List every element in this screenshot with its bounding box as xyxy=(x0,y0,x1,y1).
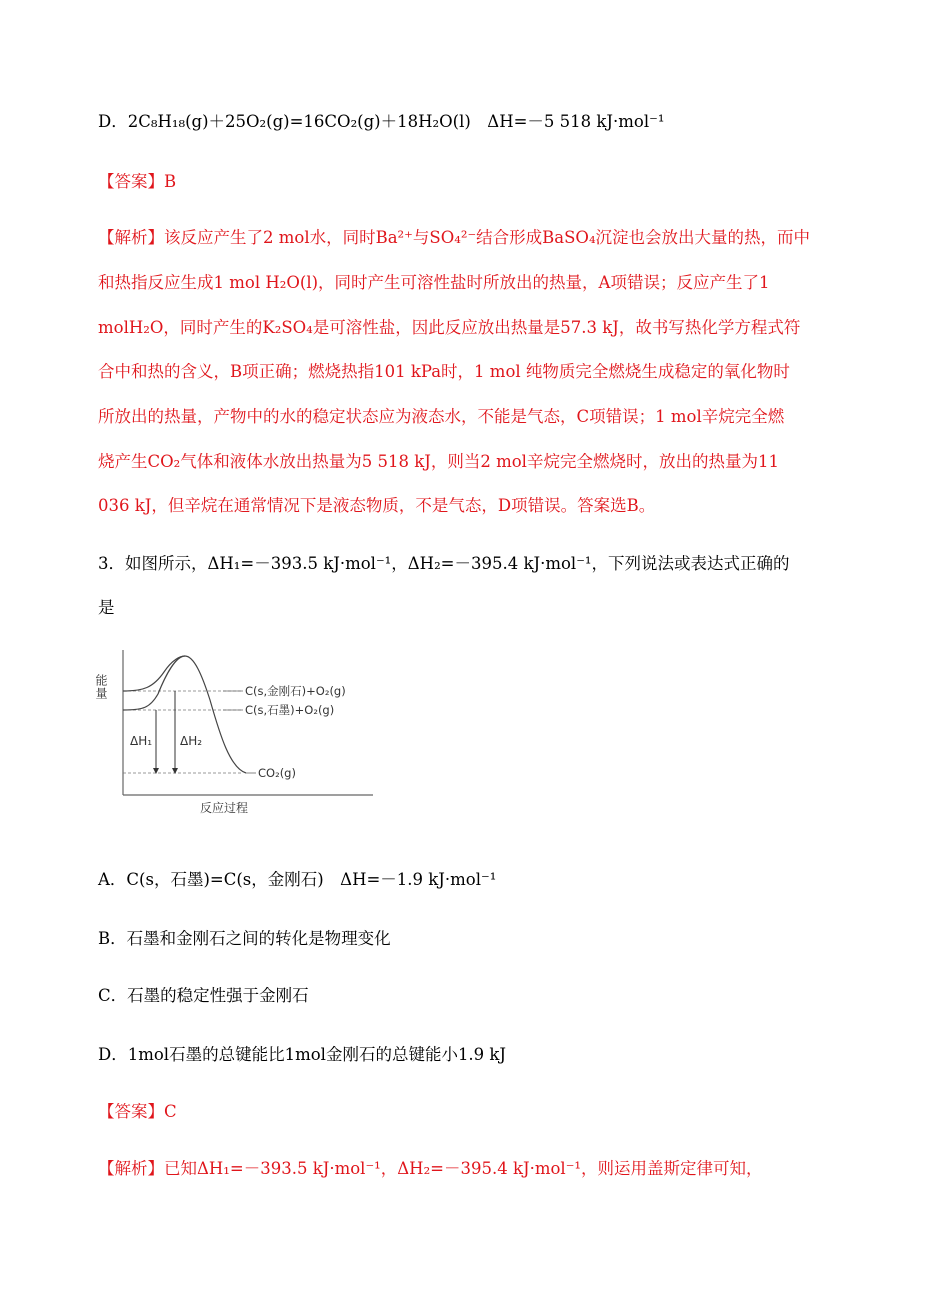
dh1-label: ΔH₁ xyxy=(130,734,153,748)
q2-analysis-line: 【解析】该反应产生了2 mol水，同时Ba²⁺与SO₄²⁻结合形成BaSO₄沉淀也会放出大量的热，而中 xyxy=(98,228,811,247)
q2-analysis-line: molH₂O，同时产生的K₂SO₄是可溶性盐，因此反应放出热量是57.3 kJ，故书写热化学方程式符 xyxy=(98,318,801,337)
q2-analysis-line: 036 kJ，但辛烷在通常情况下是液态物质，不是气态，D项错误。答案选B。 xyxy=(98,496,656,515)
q3-stem-line-2: 是 xyxy=(98,598,115,617)
q2-analysis-line: 和热指反应生成1 mol H₂O(l)，同时产生可溶性盐时所放出的热量，A项错误；反应产生了1 xyxy=(98,273,770,292)
q3-analysis-line-1: 【解析】已知ΔH₁=－393.5 kJ·mol⁻¹，ΔH₂=－395.4 kJ·mol⁻¹，则运用盖斯定律可知， xyxy=(98,1159,763,1178)
q2-answer: 【答案】B xyxy=(98,172,177,191)
q2-analysis-line: 所放出的热量，产物中的水的稳定状态应为液态水，不能是气态，C项错误；1 mol辛烷完全燃 xyxy=(98,407,785,426)
q3-option-a: A．C(s，石墨)=C(s，金刚石) ΔH=－1.9 kJ·mol⁻¹ xyxy=(98,870,497,889)
q3-stem-line-1: 3．如图所示，ΔH₁=－393.5 kJ·mol⁻¹，ΔH₂=－395.4 kJ·mol⁻¹，下列说法或表达式正确的 xyxy=(98,554,790,573)
q3-option-d: D．1mol石墨的总键能比1mol金刚石的总键能小1.9 kJ xyxy=(98,1045,507,1064)
q2-analysis-line: 烧产生CO₂气体和液体水放出热量为5 518 kJ，则当2 mol辛烷完全燃烧时，放出的热量为11 xyxy=(98,452,779,471)
x-axis-label: 反应过程 xyxy=(200,801,249,815)
diamond-curve xyxy=(123,656,246,773)
q2-option-d: D．2C₈H₁₈(g)＋25O₂(g)=16CO₂(g)＋18H₂O(l) ΔH=－5 518 kJ·mol⁻¹ xyxy=(98,112,665,131)
graphite-label: C(s,石墨)+O₂(g) xyxy=(245,703,335,717)
diamond-label: C(s,金刚石)+O₂(g) xyxy=(245,684,346,698)
q3-option-b: B．石墨和金刚石之间的转化是物理变化 xyxy=(98,929,391,948)
y-axis-label: 能量 xyxy=(94,674,108,700)
energy-diagram xyxy=(94,650,378,825)
q2-analysis-line: 合中和热的含义，B项正确；燃烧热指101 kPa时，1 mol 纯物质完全燃烧生成稳定的氧化物时 xyxy=(98,362,790,381)
co2-label: CO₂(g) xyxy=(258,766,296,780)
q3-option-c: C．石墨的稳定性强于金刚石 xyxy=(98,986,309,1005)
dh2-label: ΔH₂ xyxy=(180,734,203,748)
q3-answer: 【答案】C xyxy=(98,1102,177,1121)
